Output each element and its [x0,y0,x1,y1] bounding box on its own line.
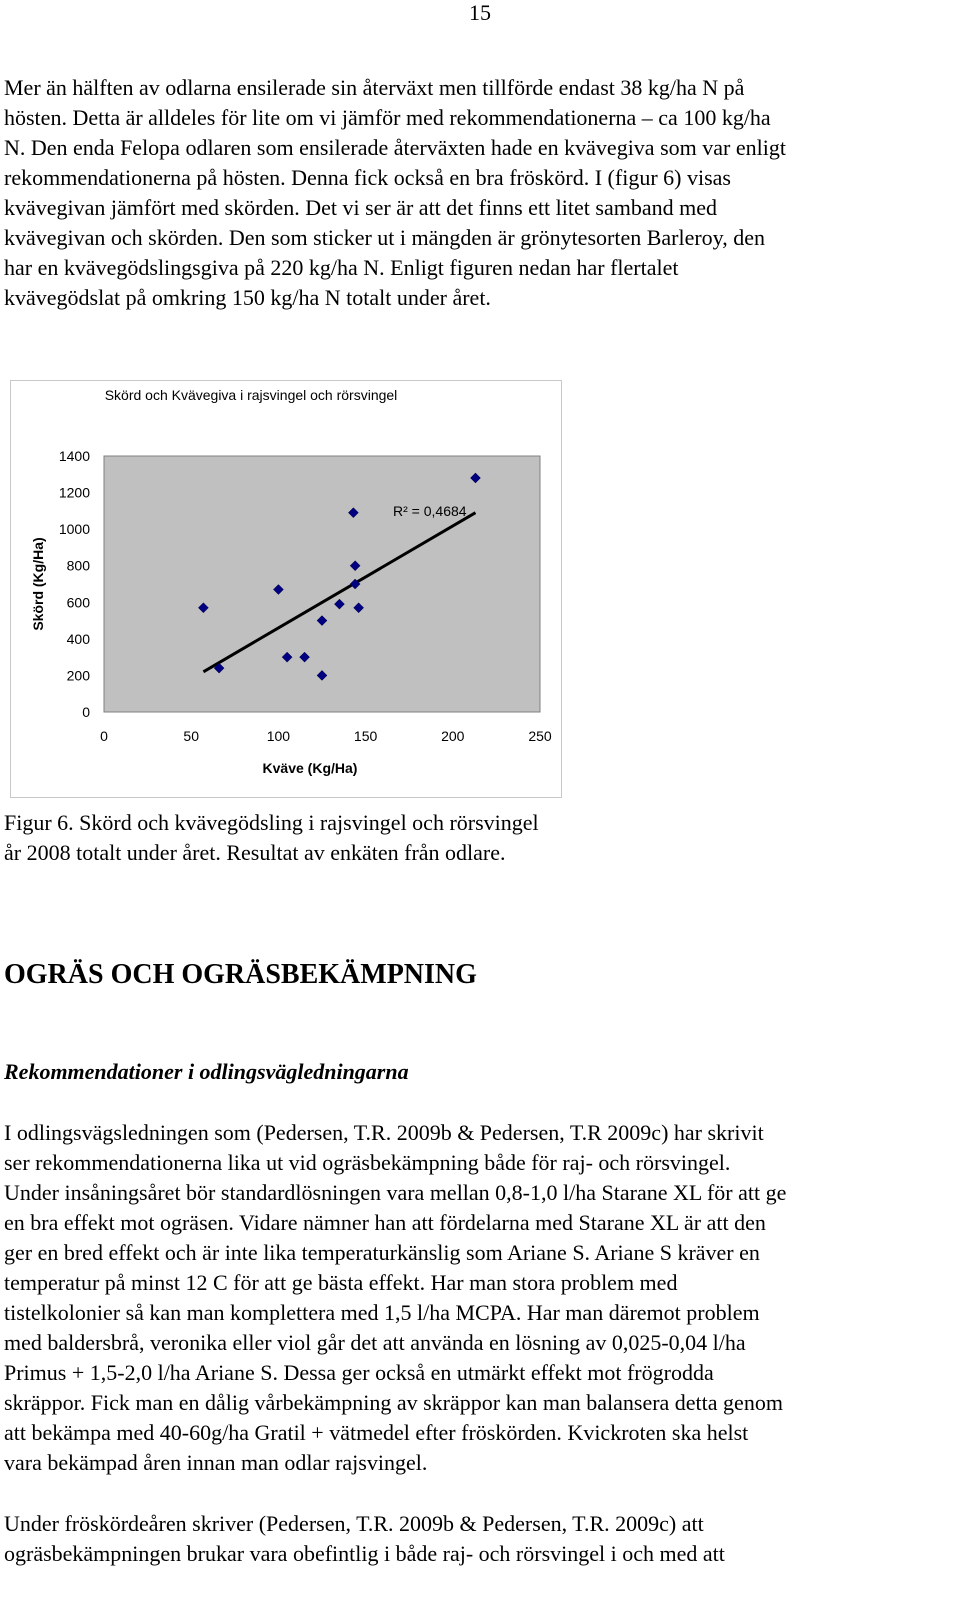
x-tick-label: 250 [528,728,552,744]
intro-line: kvävegivan jämfört med skörden. Det vi ser är att det finns ett litet samband med [4,195,717,220]
intro-paragraph [4,73,954,313]
x-axis-label: Kväve (Kg/Ha) [262,760,358,776]
body-paragraph [4,1118,954,1478]
x-tick-label: 50 [183,728,199,744]
y-axis-label: Skörd (Kg/Ha) [30,537,46,631]
r-squared-annotation: R² = 0,4684 [393,503,467,519]
intro-line: har en kvävegödslingsgiva på 220 kg/ha N. Enligt figuren nedan har flertalet [4,255,679,280]
subsection-heading: Rekommendationer i odlingsvägledningarna [4,1059,409,1084]
body-line: att bekämpa med 40-60g/ha Gratil + vätmedel efter fröskörden. Kvickroten ska helst [4,1420,749,1445]
section-heading: OGRÄS OCH OGRÄSBEKÄMPNING [4,959,477,990]
body-line: Under insåningsåret bör standardlösningen vara mellan 0,8-1,0 l/ha Starane XL för att ge [4,1180,787,1205]
intro-line: kvävegivan och skörden. Den som sticker ut i mängden är grönytesorten Barleroy, den [4,225,766,250]
final-line: ogräsbekämpningen brukar vara obefintlig i både raj- och rörsvingel i och med att [4,1541,725,1566]
body-line: skräppor. Fick man en dålig vårbekämpning av skräppor kan man balansera detta genom [4,1390,783,1415]
body-line: tistelkolonier så kan man komplettera med 1,5 l/ha MCPA. Har man däremot problem [4,1300,760,1325]
body-line: ger en bred effekt och är inte lika temperaturkänslig som Ariane S. Ariane S kräver en [4,1240,760,1265]
x-tick-label: 200 [441,728,465,744]
caption-line: Figur 6. Skörd och kvävegödsling i rajsvingel och rörsvingel [4,810,539,835]
final-line: Under fröskördeåren skriver (Pedersen, T.R. 2009b & Pedersen, T.R. 2009c) att [4,1511,704,1536]
y-tick-label: 1000 [58,521,90,538]
x-tick-label: 0 [100,728,108,744]
page-number: 15 [469,0,491,25]
y-tick-label: 1400 [58,448,90,464]
caption-line: år 2008 totalt under året. Resultat av enkäten från odlare. [4,840,506,865]
y-tick-label: 600 [66,594,90,611]
intro-line: kvävegödslat på omkring 150 kg/ha N totalt under året. [4,285,491,310]
x-tick-label: 150 [353,728,378,744]
figure-caption [4,808,539,868]
intro-line: N. Den enda Felopa odlaren som ensilerade återväxten hade en kvävegiva som var enligt [4,135,786,160]
chart-title: Skörd och Kvävegiva i rajsvingel och rörsvingel [104,387,398,403]
body-line: I odlingsvägsledningen som (Pedersen, T.R. 2009b & Pedersen, T.R 2009c) har skrivit [4,1120,764,1145]
final-paragraph [4,1509,954,1569]
body-line: ser rekommendationerna lika ut vid ogräsbekämpning både för raj- och rörsvingel. [4,1150,731,1175]
y-tick-label: 200 [66,667,90,684]
chart-svg [11,381,563,799]
body-line: temperatur på minst 12 C för att ge bästa effekt. Har man stora problem med [4,1270,678,1295]
body-line: en bra effekt mot ogräsen. Vidare nämner han att fördelarna med Starane XL är att den [4,1210,766,1235]
x-tick-label: 100 [266,728,291,744]
y-tick-label: 0 [82,704,90,720]
body-line: Primus + 1,5-2,0 l/ha Ariane S. Dessa ger också en utmärkt effekt mot frögrodda [4,1360,714,1385]
y-tick-label: 800 [66,557,90,574]
body-line: med baldersbrå, veronika eller viol går det att använda en lösning av 0,025-0,04 l/ha [4,1330,746,1355]
intro-line: rekommendationerna på hösten. Denna fick också en bra fröskörd. I (figur 6) visas [4,165,731,190]
y-tick-label: 400 [66,630,90,647]
body-line: vara bekämpad åren innan man odlar rajsvingel. [4,1450,428,1475]
intro-line: hösten. Detta är alldeles för lite om vi jämför med rekommendationerna – ca 100 kg/ha [4,105,771,130]
intro-line: Mer än hälften av odlarna ensilerade sin återväxt men tillförde endast 38 kg/ha N på [4,75,745,100]
y-tick-label: 1200 [58,484,90,501]
scatter-chart [10,380,562,798]
